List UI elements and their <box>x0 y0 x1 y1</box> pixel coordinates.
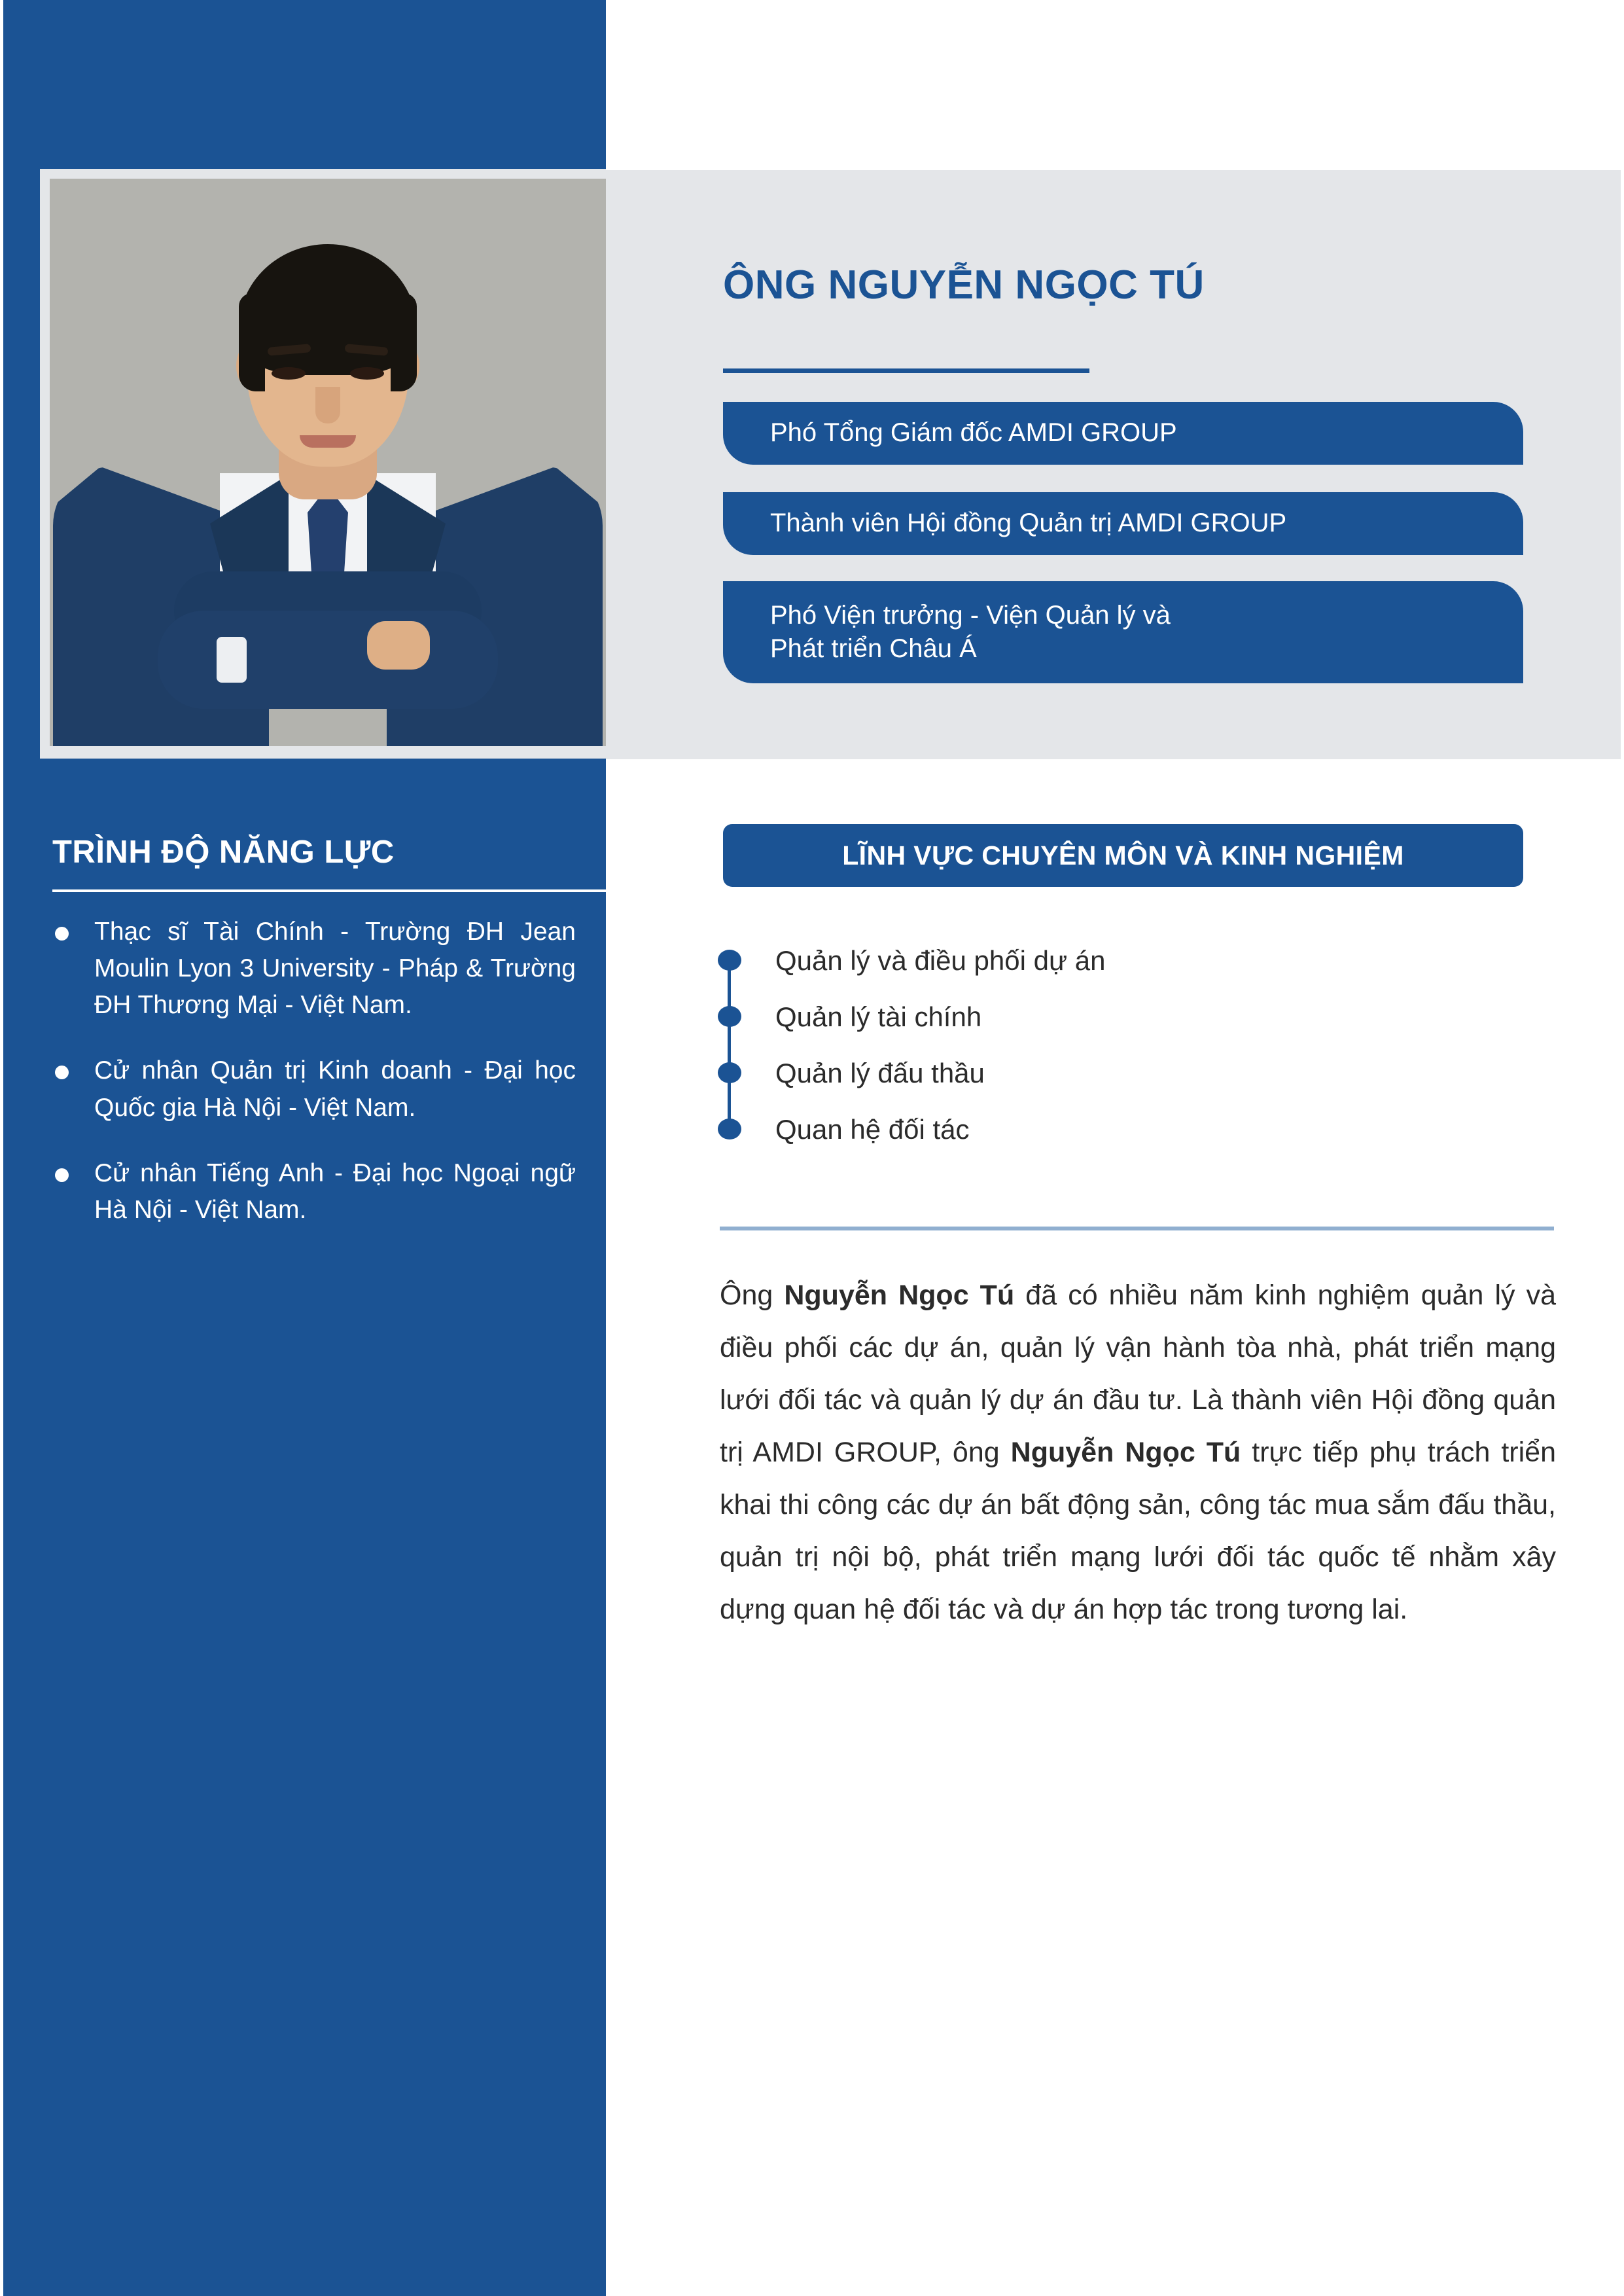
qualifications-divider <box>52 889 606 892</box>
page-title: ÔNG NGUYỄN NGỌC TÚ <box>723 262 1205 308</box>
qualifications-list <box>52 914 576 1257</box>
qualifications-heading: TRÌNH ĐỘ NĂNG LỰC <box>52 834 395 870</box>
role-badge-3-line-1: Phó Viện trưởng - Viện Quản lý và <box>770 600 1171 630</box>
role-badge-3-line-2: Phát triển Châu Á <box>770 634 977 663</box>
biography-paragraph: Ông Nguyễn Ngọc Tú đã có nhiều năm kinh nghiệm quản lý và điều phối các dự án, quản lý vận hành tòa nhà, phát triển mạng lưới đối tác và quản lý dự án đầu tư. Là thành viên Hội đồng quản trị AMDI GROUP, ông Nguyễn Ngọc Tú trực tiếp phụ trách triển khai thi công các dự án bất động sản, công tác mua sắm đấu thầu, quản trị nội bộ, phát triển mạng lưới đối tác quốc tế nhằm xây dựng quan hệ đối tác và dự án hợp tác trong tương lai. <box>720 1280 1557 1625</box>
expertise-list <box>710 933 1495 1158</box>
portrait-photo <box>50 179 606 746</box>
title-divider <box>723 368 1089 373</box>
role-badge-3 <box>723 581 1523 683</box>
list-item: Quản lý tài chính <box>710 989 1495 1045</box>
biography-divider <box>720 1227 1554 1230</box>
list-item: Quản lý và điều phối dự án <box>710 933 1495 989</box>
role-badge-2 <box>723 492 1523 555</box>
role-badge-2-line-1: Thành viên Hội đồng Quản trị AMDI GROUP <box>770 509 1287 538</box>
portrait-frame <box>40 169 606 759</box>
list-item: Quản lý đấu thầu <box>710 1045 1495 1102</box>
list-item: Quan hệ đối tác <box>710 1102 1495 1158</box>
list-item: Thạc sĩ Tài Chính - Trường ĐH Jean Moulin Lyon 3 University - Pháp & Trường ĐH Thương Mại - Việt Nam. <box>52 914 576 1024</box>
list-item: Cử nhân Tiếng Anh - Đại học Ngoại ngữ Hà Nội - Việt Nam. <box>52 1155 576 1229</box>
list-item: Cử nhân Quản trị Kinh doanh - Đại học Quốc gia Hà Nội - Việt Nam. <box>52 1052 576 1126</box>
role-badge-1-line-1: Phó Tổng Giám đốc AMDI GROUP <box>770 418 1177 448</box>
expertise-heading: LĨNH VỰC CHUYÊN MÔN VÀ KINH NGHIỆM <box>723 824 1523 887</box>
role-badge-1 <box>723 402 1523 465</box>
